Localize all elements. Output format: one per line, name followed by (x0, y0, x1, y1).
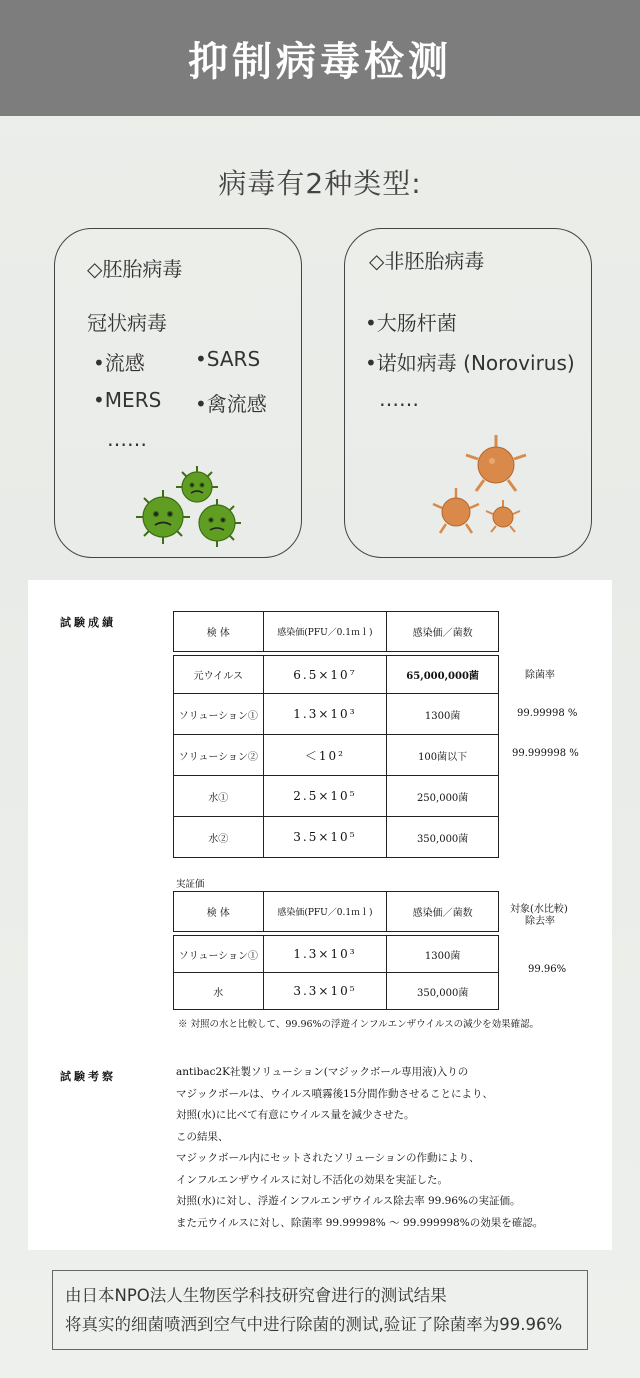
discussion-paragraph (176, 1062, 543, 1234)
section-subtitle: 病毒有2种类型: (218, 167, 422, 200)
non-embryo-virus-card (344, 228, 592, 558)
card-title: ◇胚胎病毒 (87, 257, 183, 281)
table-header-cell: 感染価(PFU／0.1ｍｌ) (263, 612, 387, 652)
paragraph-line: マジックボール内にセットされたソリューションの作動により、 (176, 1152, 480, 1164)
table-header-cell: 感染価／菌数 (387, 612, 499, 652)
removal-rate-value: 99.99998 % (517, 708, 578, 719)
card-title: ◇非胚胎病毒 (369, 249, 485, 273)
list-item: •MERS (93, 388, 162, 412)
table-cell: 3.5×10⁵ (263, 817, 387, 858)
section-heading-discussion: 試験考察 (60, 1070, 116, 1083)
verification-table (173, 891, 499, 1010)
table-cell: 6.5×10⁷ (263, 656, 387, 694)
list-item: •SARS (195, 347, 261, 371)
table-cell: 1.3×10³ (263, 936, 387, 973)
orange-bacteria-icon (431, 427, 531, 541)
table-cell: 1.3×10³ (263, 694, 387, 735)
table-header-cell: 感染価(PFU／0.1ｍｌ) (263, 892, 387, 932)
table-cell: 1300菌 (387, 936, 499, 973)
page-header (0, 0, 640, 116)
table-header-cell: 検 体 (174, 612, 264, 652)
side-label: 対象(水比較) (510, 904, 568, 915)
table-cell: 水① (174, 776, 264, 817)
table-header-cell: 検 体 (174, 892, 264, 932)
table-cell: 100菌以下 (387, 735, 499, 776)
paragraph-line: antibac2K社製ソリューション(マジックボール専用液)入りの (176, 1066, 469, 1078)
summary-line: 由日本NPO法人生物医学科技研究會进行的测试结果 (65, 1286, 447, 1305)
virus-group-label: 冠状病毒 (87, 311, 167, 335)
removal-rate-value: 99.96% (528, 964, 567, 975)
table-cell: 2.5×10⁵ (263, 776, 387, 817)
list-item: •流感 (93, 351, 145, 375)
footnote: ※ 対照の水と比較して、99.96%の浮遊インフルエンザウイルスの減少を効果確認。 (178, 1019, 540, 1030)
table-cell: 元ウイルス (174, 656, 264, 694)
table-cell: 65,000,000菌 (387, 656, 499, 694)
paragraph-line: この結果、 (176, 1130, 229, 1143)
list-item: •诺如病毒 (Norovirus) (365, 351, 575, 375)
table-cell: 1300菌 (387, 694, 499, 735)
summary-box (52, 1270, 588, 1350)
green-virus-icon (135, 465, 245, 551)
table-row (174, 817, 499, 858)
summary-line: 将真实的细菌喷洒到空气中进行除菌的测试,验证了除菌率为99.96% (65, 1315, 563, 1334)
table2-caption: 実証価 (176, 879, 205, 890)
table-cell: 350,000菌 (387, 973, 499, 1010)
table-cell: 250,000菌 (387, 776, 499, 817)
table-header-row (174, 892, 499, 932)
table-row (174, 936, 499, 973)
removal-rate-value: 99.999998 % (512, 748, 579, 759)
table-cell: 350,000菌 (387, 817, 499, 858)
test-report-document (28, 580, 612, 1250)
table-header-cell: 感染価／菌数 (387, 892, 499, 932)
list-item: •禽流感 (195, 392, 267, 416)
table-cell: 水 (174, 973, 264, 1010)
table-row (174, 973, 499, 1010)
section-heading-results: 試験成績 (60, 616, 116, 629)
paragraph-line: 対照(水)に対し、浮遊インフルエンザウイルス除去率 99.96%の実証価。 (176, 1195, 521, 1207)
table-cell: ＜10² (263, 735, 387, 776)
page-title: 抑制病毒检测 (188, 38, 452, 85)
list-item: •大肠杆菌 (365, 311, 457, 335)
embryo-virus-card (54, 228, 302, 558)
table-cell: 水② (174, 817, 264, 858)
table-row (174, 735, 499, 776)
table-row (174, 776, 499, 817)
table-row (174, 694, 499, 735)
table-row (174, 656, 499, 694)
removal-rate-label: 除菌率 (525, 670, 555, 681)
table-header-row (174, 612, 499, 652)
table-cell: 3.3×10⁵ (263, 973, 387, 1010)
paragraph-line: 対照(水)に比べて有意にウイルス量を減少させた。 (176, 1109, 415, 1121)
more-ellipsis: …… (379, 387, 419, 411)
table-cell: ソリューション① (174, 936, 264, 973)
more-ellipsis: …… (107, 427, 147, 451)
table-cell: ソリューション② (174, 735, 264, 776)
side-label: 除去率 (525, 916, 555, 927)
paragraph-line: インフルエンザウイルスに対し不活化の効果を実証した。 (176, 1173, 448, 1186)
paragraph-line: また元ウイルスに対し、除菌率 99.99998% ～ 99.999998%の効果を確認。 (176, 1216, 544, 1229)
table-cell: ソリューション① (174, 694, 264, 735)
paragraph-line: マジックボールは、ウイルス噴霧後15分間作動させることにより、 (176, 1087, 494, 1100)
results-table (173, 611, 499, 858)
